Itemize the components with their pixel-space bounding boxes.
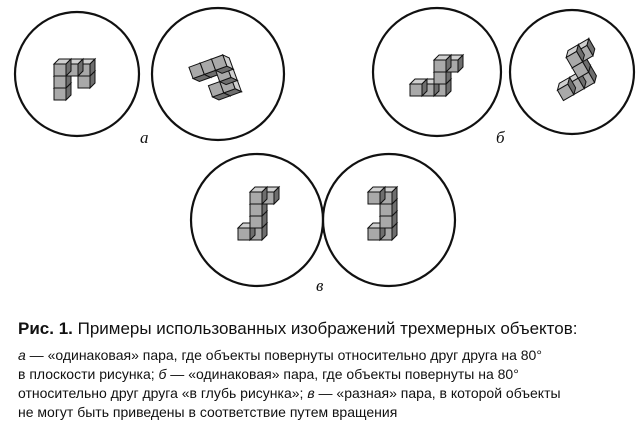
object-a-left [54,59,95,100]
object-v-right [368,187,397,240]
object-a-right [189,53,242,106]
caption-text: — «разная» пара, в которой объекты [314,385,561,401]
caption-figure-number: Рис. 1. [18,319,73,338]
label-b: б [496,128,505,147]
object-v-left [238,187,279,240]
caption-panel-letter: в [307,385,315,401]
label-a: а [140,128,149,147]
caption-text: не могут быть приведены в соответствие путем вращения [18,404,398,420]
caption-panel-letter: б [158,366,167,382]
caption-title [18,318,628,340]
circle-b-right [510,10,634,134]
object-b-left [410,55,463,96]
caption-line [18,365,628,384]
caption-text: относительно друг друга «в глубь рисунка»; [18,385,308,401]
caption-title-text: Примеры использованных изображений трехмерных объектов: [72,319,578,338]
caption-text: — «одинаковая» пара, где объекты повернуты на 80° [166,366,519,382]
object-b-right [543,39,609,101]
caption-line [18,384,628,403]
label-v: в [316,276,324,295]
caption-line [18,346,628,365]
caption-panel-letter: а [18,347,26,363]
caption-body [18,346,628,422]
caption-text: — «одинаковая» пара, где объекты повернуты относительно друг друга на 80° [25,347,542,363]
figure-caption [18,318,628,422]
caption-line [18,403,628,422]
caption-text: в плоскости рисунка; [18,366,159,382]
